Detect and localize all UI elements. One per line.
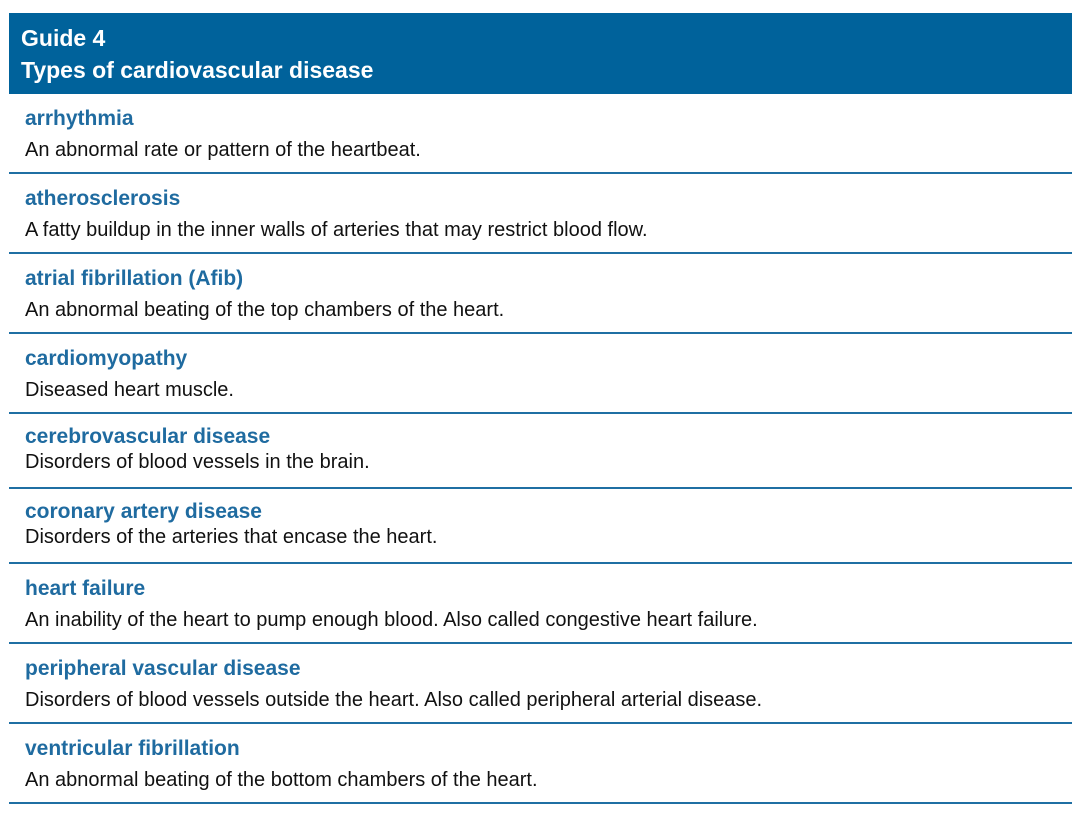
definition-entry-arrhythmia xyxy=(9,94,1072,174)
definition-entry-cardiomyopathy xyxy=(9,334,1072,414)
entry-definition: Disorders of the arteries that encase the heart. xyxy=(25,526,438,548)
entry-definition: An inability of the heart to pump enough blood. Also called congestive heart failure. xyxy=(25,609,758,631)
entry-definition: Diseased heart muscle. xyxy=(25,379,234,401)
definition-entry-peripheral-vascular-disease xyxy=(9,644,1072,724)
entry-term: peripheral vascular disease xyxy=(25,657,301,680)
definition-entry-coronary-artery-disease xyxy=(9,489,1072,564)
definition-entry-cerebrovascular-disease xyxy=(9,414,1072,489)
entry-term: coronary artery disease xyxy=(25,500,262,523)
entry-definition: An abnormal rate or pattern of the heartbeat. xyxy=(25,139,421,161)
definition-entry-atrial-fibrillation xyxy=(9,254,1072,334)
entry-term: ventricular fibrillation xyxy=(25,737,240,760)
definition-entry-ventricular-fibrillation xyxy=(9,724,1072,804)
entry-term: cardiomyopathy xyxy=(25,347,188,370)
entry-term: cerebrovascular disease xyxy=(25,425,271,448)
guide-title: Types of cardiovascular disease xyxy=(21,57,374,83)
entry-term: arrhythmia xyxy=(25,107,134,130)
guide-header xyxy=(9,13,1072,94)
definition-entry-heart-failure xyxy=(9,564,1072,644)
entry-term: atrial fibrillation (Afib) xyxy=(25,267,244,290)
definition-entry-atherosclerosis xyxy=(9,174,1072,254)
entry-definition: A fatty buildup in the inner walls of arteries that may restrict blood flow. xyxy=(25,219,648,241)
entry-term: atherosclerosis xyxy=(25,187,181,210)
guide-number: Guide 4 xyxy=(21,25,106,51)
entry-definition: An abnormal beating of the top chambers of the heart. xyxy=(25,299,505,321)
guide-box xyxy=(9,13,1072,804)
entry-definition: Disorders of blood vessels outside the heart. Also called peripheral arterial disease. xyxy=(25,689,763,711)
entry-term: heart failure xyxy=(25,577,146,600)
entry-definition: An abnormal beating of the bottom chambers of the heart. xyxy=(25,769,538,791)
entry-definition: Disorders of blood vessels in the brain. xyxy=(25,451,370,473)
